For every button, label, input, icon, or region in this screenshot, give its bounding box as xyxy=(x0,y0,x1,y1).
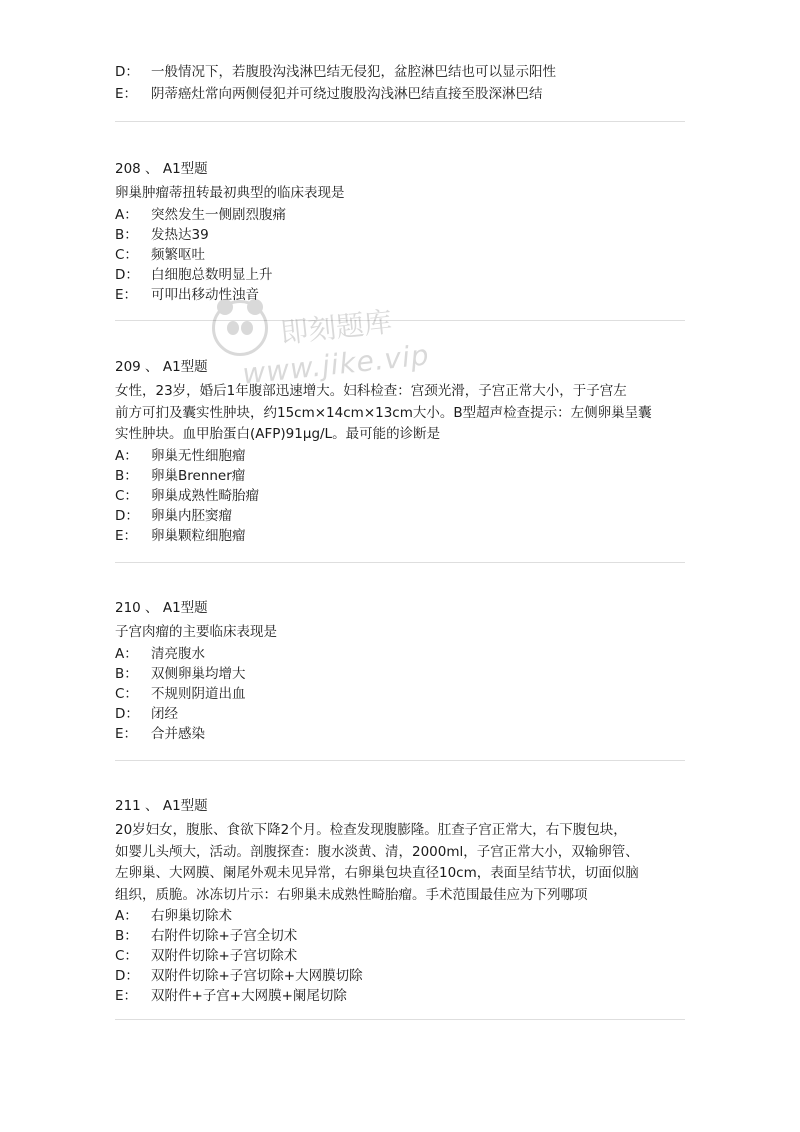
option-e xyxy=(115,526,685,546)
option-text: 闭经 xyxy=(151,705,178,722)
question-stem: 子宫肉瘤的主要临床表现是 xyxy=(115,624,277,640)
question-stem-line: 组织，质脆。冰冻切片示：右卵巢未成熟性畸胎瘤。手术范围最佳应为下列哪项 xyxy=(115,886,588,903)
question-stem-line: 前方可扪及囊实性肿块，约15cm×14cm×13cm大小。B型超声检查提示：左侧卵巢呈囊 xyxy=(115,404,652,421)
option-e xyxy=(115,724,685,744)
option-letter: C： xyxy=(115,487,138,504)
option-text: 白细胞总数明显上升 xyxy=(151,266,273,283)
option-b xyxy=(115,926,685,946)
option-text: 双附件切除+子宫切除术 xyxy=(151,948,298,964)
option-text: 双侧卵巢均增大 xyxy=(151,665,246,682)
option-d xyxy=(115,62,685,82)
divider xyxy=(115,760,685,761)
option-text: 可叩出移动性浊音 xyxy=(151,286,259,303)
question-210 xyxy=(115,598,685,744)
divider xyxy=(115,121,685,122)
option-letter: D： xyxy=(115,968,139,984)
question-header: 208 、 A1型题 xyxy=(115,161,208,177)
option-text: 清亮腹水 xyxy=(151,645,205,662)
question-stem-line: 左卵巢、大网膜、阑尾外观未见异常，右卵巢包块直径10cm，表面呈结节状，切面似脑 xyxy=(115,865,639,881)
option-letter: A： xyxy=(115,206,138,223)
option-b xyxy=(115,664,685,684)
option-e xyxy=(115,285,685,305)
option-e xyxy=(115,986,685,1006)
watermark-url: www.jike.vip xyxy=(240,338,432,391)
option-c xyxy=(115,684,685,704)
option-text: 频繁呕吐 xyxy=(151,246,205,263)
option-text: 右卵巢切除术 xyxy=(151,908,232,924)
option-d xyxy=(115,966,685,986)
option-letter: A： xyxy=(115,645,138,662)
prev-question-options xyxy=(115,62,685,104)
option-letter: B： xyxy=(115,226,138,243)
option-c xyxy=(115,245,685,265)
option-e xyxy=(115,84,685,104)
option-letter: E： xyxy=(115,86,138,102)
option-a xyxy=(115,644,685,664)
option-text: 不规则阴道出血 xyxy=(151,685,246,702)
question-stem-line: 女性，23岁，婚后1年腹部迅速增大。妇科检查：宫颈光滑，子宫正常大小，于子宫左 xyxy=(115,383,627,399)
option-d xyxy=(115,704,685,724)
option-d xyxy=(115,506,685,526)
option-letter: B： xyxy=(115,928,138,944)
watermark-brand: 即刻题库 xyxy=(278,305,394,350)
option-letter: A： xyxy=(115,908,138,924)
option-text: 发热达39 xyxy=(151,226,209,243)
option-letter: D： xyxy=(115,64,139,80)
option-letter: D： xyxy=(115,705,139,722)
divider xyxy=(115,320,685,321)
option-b xyxy=(115,225,685,245)
question-header: 211 、 A1型题 xyxy=(115,798,208,814)
option-text: 双附件切除+子宫切除+大网膜切除 xyxy=(151,968,363,984)
option-letter: E： xyxy=(115,527,138,544)
question-stem: 卵巢肿瘤蒂扭转最初典型的临床表现是 xyxy=(115,185,345,201)
option-letter: C： xyxy=(115,246,138,263)
question-209 xyxy=(115,357,685,546)
option-text: 卵巢内胚窦瘤 xyxy=(151,507,232,524)
option-letter: E： xyxy=(115,988,138,1004)
question-208 xyxy=(115,159,685,305)
question-header: 209 、 A1型题 xyxy=(115,359,208,375)
option-letter: B： xyxy=(115,467,138,484)
option-letter: A： xyxy=(115,447,138,464)
option-d xyxy=(115,265,685,285)
option-letter: B： xyxy=(115,665,138,682)
option-text: 一般情况下，若腹股沟浅淋巴结无侵犯，盆腔淋巴结也可以显示阳性 xyxy=(151,64,556,80)
option-text: 卵巢颗粒细胞瘤 xyxy=(151,527,246,544)
divider xyxy=(115,562,685,563)
option-c xyxy=(115,486,685,506)
option-text: 卵巢Brenner瘤 xyxy=(151,467,246,484)
option-letter: E： xyxy=(115,286,138,303)
question-stem-line: 20岁妇女，腹胀、食欲下降2个月。检查发现腹膨隆。肛查子宫正常大，右下腹包块， xyxy=(115,822,627,838)
option-text: 阴蒂癌灶常向两侧侵犯并可绕过腹股沟浅淋巴结直接至股深淋巴结 xyxy=(151,86,543,102)
option-a xyxy=(115,446,685,466)
question-header: 210 、 A1型题 xyxy=(115,600,208,616)
option-text: 合并感染 xyxy=(151,725,205,742)
option-letter: E： xyxy=(115,725,138,742)
panda-logo-icon xyxy=(212,300,268,356)
divider xyxy=(115,1019,685,1020)
option-letter: C： xyxy=(115,685,138,702)
option-a xyxy=(115,906,685,926)
option-letter: D： xyxy=(115,507,139,524)
option-text: 卵巢无性细胞瘤 xyxy=(151,447,246,464)
question-stem-line: 如婴儿头颅大，活动。剖腹探查：腹水淡黄、清，2000ml，子宫正常大小，双输卵管、 xyxy=(115,843,639,860)
question-stem-line: 实性肿块。血甲胎蛋白(AFP)91μg/L。最可能的诊断是 xyxy=(115,426,441,442)
question-211 xyxy=(115,796,685,1006)
option-text: 双附件+子宫+大网膜+阑尾切除 xyxy=(151,988,347,1004)
option-text: 右附件切除+子宫全切术 xyxy=(151,928,298,944)
option-text: 突然发生一侧剧烈腹痛 xyxy=(151,206,286,223)
option-letter: C： xyxy=(115,948,138,964)
option-b xyxy=(115,466,685,486)
option-letter: D： xyxy=(115,266,139,283)
option-text: 卵巢成熟性畸胎瘤 xyxy=(151,487,259,504)
option-a xyxy=(115,205,685,225)
option-c xyxy=(115,946,685,966)
